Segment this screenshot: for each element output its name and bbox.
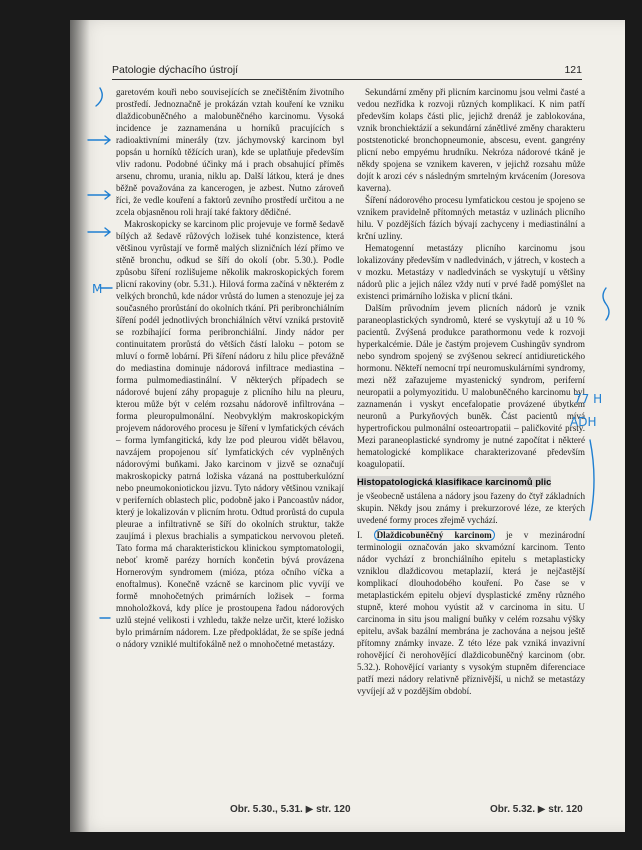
paragraph-classification: je všeobecně ustálena a nádory jsou řazeny do čtyř základních skupin. Někdy jsou známy i prekurzorové léze, ze kterých uvedené formy proces zřejmě vychází. [357, 491, 585, 525]
paragraph-secondary-changes: Sekundární změny při plicním karcinomu jsou velmi časté a vedou nezřídka k rozvoji různých komplikací. K nim patří především kolaps části plic, jejichž drenáž je zablokována, vznik bronchiektázií a sekundární zánětlivé změny charakteru poststenotické bronchopneumonie, abscesu, event. gangrény plicní nebo empyému hrudníku. Nekróza nádorové tkáně je někdy spojena se vznikem kaveren, v jejichž rozsahu může dojít k arozi cév s následným smrtelným krvácením (Joresova kaverna). [357, 87, 585, 193]
right-column [357, 86, 585, 697]
paragraph-macroscopic-forms: Makroskopicky se karcinom plic projevuje ve formě šedavě bílých až šedavě růžových ložisek tuhé konzistence, která většinou vyrůstají ve formě malých slizničních lézí přímo ve stěně bronchu, odkud se šíří do okolí (obr. 5.30.). Podle způsobu šíření rozlišujeme několik makroskopických forem plicní rakoviny (obr. 5.31.). Hilová forma začíná v některém z velkých bronchů, kde nádor vrůstá do lumen a stenozuje jej za současného prorůstání do okolních tkání. Při peribronchiálním šíření podél jednotlivých bronchiálních větví vzniká prstovitě se rozbíhající forma peribronchiální. Jindy nádor per continuitatem prorůstá do větších částí laloku – potom se mluví o formě lobární. Při šíření nádoru z hilu plice převážně do mediastina dominuje nádorová infiltrace mediastina – forma pulmomediastinální. V některých případech se nádorové bujení záhy propaguje z plicního hilu na pleuru, kterou může být v celém rozsahu nádorově infiltrována – forma pleuropulmonální. Neobvyklým makroskopickým projevem nádorového procesu je šíření v lymfatických cévách – forma lymfangitická, kdy lze pod pleurou vidět bělavou, navzájem propojenou síť lymfatických cév vyplněných nádorovými buňkami. Jako karcinom v jizvě se označují makroskopicky patrná ložiska vázaná na posttuberkulózní nebo pneumokoniotickou jizvu. Tyto nádory většinou vznikají v periferních oblastech plic, podobně jako i Pancoastův nádor, který je lokalizován v plicním hrotu. Odtud prorůstá do cupula pleurae a infiltrativně se šíří do okolních struktur, takže zaujímá i plexus brachialis a sympatickou nervovou pleteň. Tato forma má charakteristickou klinickou symptomatologii, neboť kromě parézy horních končetin bývá provázena Hornerovým syndromem (mióza, ptóza očního víčka a enoftalmus). Konečně vzácně se karcinom plic vyvíjí ve formě mnohočetných primárních ložisek – forma mnoholožková, kdy plíce je prostoupena řadou nádorových uzlů stejné velikosti i vzhledu, takže nelze určit, které ložisko bylo primárním nádorem. Lze předpokládat, že se spíše jedná o nádory vzniklé multifokálně než o mnohočetné metastázy. [116, 219, 344, 649]
book-binding-shadow [70, 20, 90, 832]
section-heading [357, 476, 585, 488]
chapter-title: Patologie dýchacího ústrojí [112, 64, 239, 76]
running-header [112, 61, 582, 80]
item-number: I. [357, 530, 363, 540]
margin-squiggle [603, 288, 609, 320]
margin-arrow-2 [88, 191, 110, 199]
margin-curl-mark [96, 88, 102, 106]
heading-text: Histopatologická klasifikace karcinomů plic [357, 476, 552, 487]
paragraph-hematogenous-metastases: Hematogenní metastázy plicního karcinomu jsou lokalizovány především v nadledvinách, v játrech, v kostech a v mozku. Metastázy v nadledvinách se vyskytují u většiny nádorů plic a jejich nález vždy nutí v prvé řadě pomýšlet na existenci primárního ložiska v plicní tkáni. [357, 243, 585, 301]
margin-note-77h: 77 H [574, 392, 603, 406]
figure-reference-right: Obr. 5.32. ▶ str. 120 [490, 804, 583, 815]
margin-arrow-3 [88, 228, 110, 236]
page-number: 121 [564, 64, 582, 76]
paragraph-paraneoplastic: Dalším průvodním jevem plicních nádorů je vznik paraneoplastických syndromů, které se vyskytují až u 10 % pacientů. Zvýšená produkce parathormonu vede k rozvoji hyperkalcémie. Dále je častým projevem Cushingův syndrom nebo syndrom spojený se zvýšenou sekrecí antidiuretického hormonu. Někteří nemocní trpí neuromuskulárními syndromy, mezi něž zařazujeme myastenický syndrom, periferní neuropatii a polymyozitidu. U malobuněčného karcinomu byl zaznamenán i vyskyt encefalopatie provázené úbytkem neuronů a Purkyňových buněk. Část pacientů mívá hypertrofickou pulmonální osteoartropatii – paličkovité prsty. Mezi paraneoplastické syndromy je nutné započítat i některé hematologické komplikace charakterizované především koagulopatií. [357, 303, 585, 469]
paragraph-lymphatic-spread: Šíření nádorového procesu lymfatickou cestou je spojeno se vznikem pravidelně přítomných metastáz v uzlinách plicního hilu. V pozdějších fázích bývají zachyceny i mediastinální a krční uzliny. [357, 195, 585, 241]
left-column [116, 86, 344, 650]
paragraph-etiology: garetovém kouři nebo souvisejících se znečištěním životního prostředí. Jednoznačně je prokázán vztah kouření ke vzniku dlaždicobuněčného a malobuněčného karcinomu. Vysoká incidence je zaznamenána u horníků pracujících s radioaktivními minerály (tzv. jáchymovský karcinom byl popsán u horníků těžících uran), kde se uplatňuje především vliv radonu. Podobné účinky má i prach obsahující příměs arsenu, chromu, urania, niklu ap. Další látkou, která je dnes běžně považována za kancerogen, je azbest. Nutno zároveň říci, že vedle kouření a faktorů zevního prostředí určitou a ne zcela objasněnou roli hrají také faktory dědičné. [116, 87, 344, 217]
margin-note-adh: ADH [570, 415, 597, 429]
book-page [70, 20, 625, 832]
margin-arrow-1 [88, 136, 110, 144]
figure-reference-left: Obr. 5.30., 5.31. ▶ str. 120 [230, 804, 351, 815]
margin-note-m: M [92, 282, 103, 296]
classification-item [357, 529, 585, 697]
item-title: Dlaždicobuněčný karcinom [374, 529, 495, 541]
margin-bracket-right [590, 440, 594, 520]
item-text: je v mezinárodní terminologii označován jako skvamózní karcinom. Tento nádor vychází z bronchiálního epitelu s metaplasticky vzniklou dlaždicovou metaplazií, která je nejčastější komplikací dlouhodobého kouření. Po čase se v metaplastickém epitelu objeví dysplastické změny různého stupně, které mohou vyústit až v carcinoma in situ. U carcinoma in situ jsou maligní buňky v celém rozsahu výšky epitelu, avšak bazální membrána je zachována a nejsou ještě přítomny známky invaze. Z této léze pak vzniká invazivní rohovějící či nerohovějící dlaždicobuněčný karcinom (obr. 5.32.). Rohovějící varianty s vysokým stupněm diferenciace patří mezi nádory relativně příznivější, u nichž se metastázy vyvíjejí až v pozdějším období. [357, 530, 586, 696]
